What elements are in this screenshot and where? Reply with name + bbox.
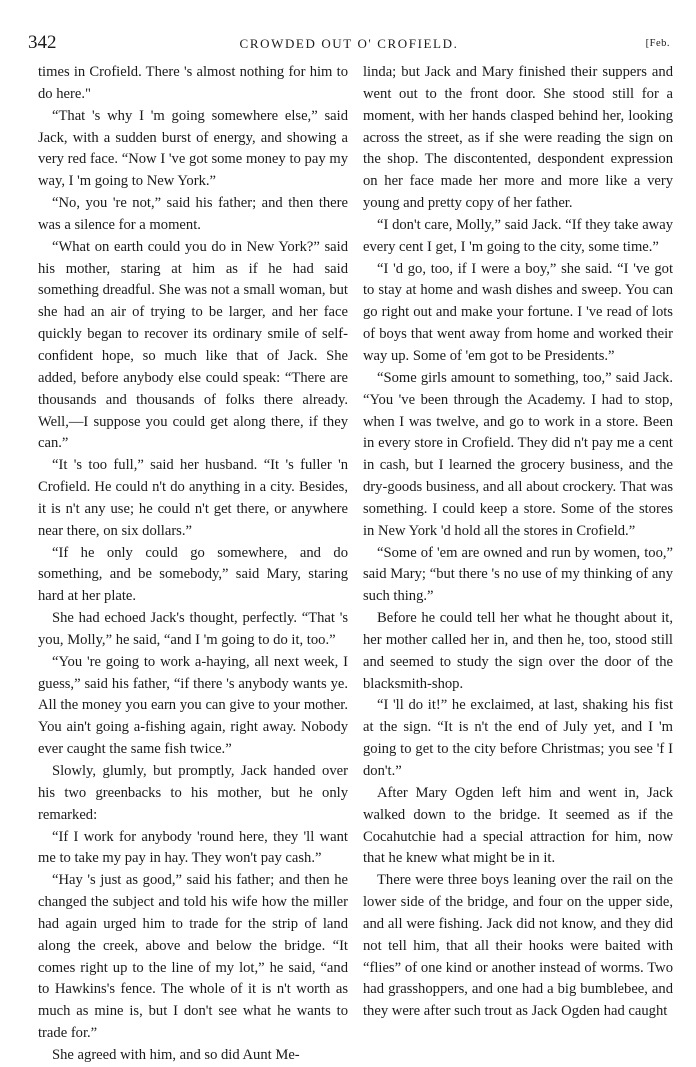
paragraph: “That 's why I 'm going somewhere else,” said Jack, with a sudden burst of energy, and showing a very red face. “Now I 've got some money to pay my way, I 'm going to New York.”	[38, 107, 348, 190]
paragraph: “Some girls amount to something, too,” said Jack. “You 've been through the Academy. I had to stop, when I was twelve, and go to work in a store. Been in every store in Crofield. They did n't pay me a cent in cash, but I learned the grocery business, and the dry-goods business, and all about crockery. That was something. I could keep a store. Some of the stores in New York 'd hold all the stores in Crofield.”	[363, 369, 673, 539]
paragraph: “What on earth could you do in New York?” said his mother, staring at him as if he had said something dreadful. She was not a small woman, but she had an air of trying to be larger, and her face quickly began to recover its ordinary smile of self-confident hope, so much like that of Jack. She added, before anybody else could speak: “There are thousands and thousands of folks there already. Well,—I suppose you could get along there, if they can.”	[38, 238, 348, 452]
left-column	[38, 62, 348, 1067]
page-number: 342	[28, 32, 57, 53]
paragraph: “I 'd go, too, if I were a boy,” she said. “I 've got to stay at home and wash dishes and sweep. You can go right out and make your fortune. I 've read of lots of boys that went away from home and worked their way up. Some of 'em got to be Presidents.”	[363, 260, 673, 364]
paragraph: After Mary Ogden left him and went in, Jack walked down to the bridge. It seemed as if the Cocahutchie had a special attraction for him, now that he knew what might be in it.	[363, 784, 673, 867]
running-title: CROWDED OUT O' CROFIELD.	[239, 36, 459, 51]
page-header	[28, 32, 670, 56]
right-column	[363, 62, 673, 1023]
paragraph: Before he could tell her what he thought about it, her mother called her in, and then he, too, stood still and seemed to study the sign over the door of the blacksmith-shop.	[363, 610, 673, 692]
paragraph: There were three boys leaning over the rail on the lower side of the bridge, and four on the upper side, and all were fishing. Jack did not know, and they did not tell him, that all their hooks were baited with “flies” of one kind or another instead of worms. Two had grasshoppers, and one had a big bumblebee, and they were after such trout as Jack Ogden had caught	[363, 872, 673, 1020]
paragraph: “You 're going to work a-haying, all next week, I guess,” said his father, “if there 's anybody wants ye. All the money you earn you can give to your mother. You ain't going a-fishing again, right away. Nobody ever caught the same fish twice.”	[38, 653, 348, 758]
paragraph: linda; but Jack and Mary finished their suppers and went out to the front door. She stood still for a moment, with her hands clasped behind her, looking across the street, as if she were reading the sign on the shop. The discontented, despondent expression on her face made her more and more like a very young and pretty copy of her father.	[363, 64, 673, 212]
paragraph: times in Crofield. There 's almost nothing for him to do here."	[38, 64, 348, 102]
paragraph: She agreed with him, and so did Aunt Me-	[52, 1046, 300, 1063]
paragraph: “I 'll do it!” he exclaimed, at last, shaking his fist at the sign. “It is n't the end of July yet, and I 'm going to get to the city before Christmas; you see 'f I don't.”	[363, 697, 673, 779]
paragraph: “Some of 'em are owned and run by women, too,” said Mary; “but there 's no use of my thinking of any such thing.”	[363, 544, 673, 605]
paragraph: “If I work for anybody 'round here, they 'll want me to take my pay in hay. They won't pay cash.”	[38, 828, 348, 867]
paragraph: “Hay 's just as good,” said his father; and then he changed the subject and told his wife how the miller had again urged him to trade for the strip of land along the creek, above and below the bridge. “It comes right up to the line of my lot,” he said, “and to Hawkins's fence. The whole of it is n't worth as much as mine is, but I don't see what he wants to trade for.”	[38, 872, 348, 1042]
paragraph: “I don't care, Molly,” said Jack. “If they take away every cent I get, I 'm going to the city, some time.”	[363, 216, 673, 255]
paragraph: “If he only could go somewhere, and do something, and be somebody,” said Mary, staring hard at her plate.	[38, 544, 348, 605]
paragraph: “No, you 're not,” said his father; and then there was a silence for a moment.	[38, 195, 348, 233]
paragraph: “It 's too full,” said her husband. “It 's fuller 'n Crofield. He could n't do anything in a city. Besides, it is n't any use; he could n't get there, or anywhere near there, on six dollars.”	[38, 457, 348, 539]
paragraph: Slowly, glumly, but promptly, Jack handed over his two greenbacks to his mother, but he only remarked:	[38, 763, 348, 823]
month-label: [Feb.	[645, 38, 670, 49]
paragraph: She had echoed Jack's thought, perfectly. “That 's you, Molly,” he said, “and I 'm going to do it, too.”	[38, 610, 348, 648]
